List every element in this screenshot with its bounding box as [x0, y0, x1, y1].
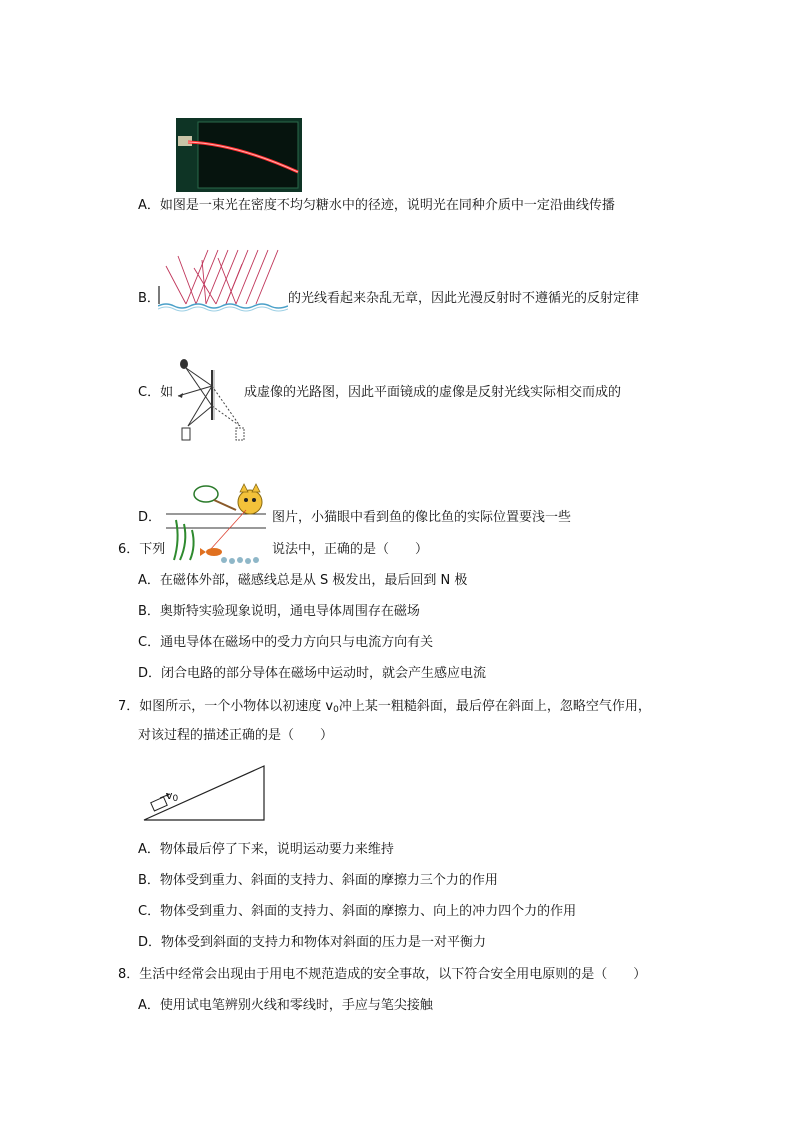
option-text: 图片，小猫眼中看到鱼的像比鱼的实际位置要浅一些 [272, 510, 572, 525]
incline-diagram [142, 764, 268, 824]
q5-option-b-text [288, 290, 639, 308]
q7-figure-label [166, 790, 178, 805]
option-letter: B． [138, 291, 160, 306]
q6-option-d: D．闭合电路的部分导体在磁场中运动时，就会产生感应电流 [138, 666, 487, 681]
q6-stem-after [272, 541, 428, 559]
plane-mirror-diagram [172, 356, 248, 442]
q6-option-c: C．通电导体在磁场中的受力方向只与电流方向有关 [138, 635, 434, 650]
q7-option-b: B．物体受到重力、斜面的支持力、斜面的摩擦力三个力的作用 [138, 873, 498, 888]
q5-option-a [138, 197, 615, 215]
q5-option-c-letter [138, 384, 173, 402]
question-stem: 说法中，正确的是（ ） [272, 542, 429, 557]
q5-option-d-text [272, 509, 571, 527]
q7-option-c: C．物体受到重力、斜面的支持力、斜面的摩擦力、向上的冲力四个力的作用 [138, 904, 577, 919]
q7-stem-line1 [118, 698, 651, 719]
q6-option-b: B．奥斯特实验现象说明，通电导体周围存在磁场 [138, 604, 420, 619]
option-text: 的光线看起来杂乱无章，因此光漫反射时不遵循光的反射定律 [288, 291, 640, 306]
q7-option-a: A．物体最后停了下来，说明运动要力来维持 [138, 842, 394, 857]
cat-catching-fish-picture [166, 480, 272, 564]
q5-option-d-letter [138, 509, 161, 527]
subscript: 0 [333, 705, 339, 715]
velocity-label: v [166, 789, 173, 802]
q6-option-a: A．在磁体外部，磁感线总是从 S 极发出，最后回到 N 极 [138, 573, 468, 588]
option-letter: C． [138, 385, 161, 400]
q5-option-c-text [244, 384, 621, 402]
question-stem: 冲上某一粗糙斜面，最后停在斜面上，忽略空气作用， [338, 699, 651, 714]
question-stem: 7．如图所示，一个小物体以初速度 v [118, 699, 334, 714]
question-stem: 6．下列 [118, 542, 166, 557]
option-text: 如图是一束光在密度不均匀糖水中的径迹，说明光在同种介质中一定沿曲线传播 [159, 198, 615, 213]
q7-option-d: D．物体受到斜面的支持力和物体对斜面的压力是一对平衡力 [138, 935, 487, 950]
option-text: 如 [160, 385, 174, 400]
q5-option-b-letter [138, 290, 160, 308]
q8-stem: 8．生活中经常会出现由于用电不规范造成的安全事故，以下符合安全用电原则的是（ ） [118, 967, 647, 982]
diffuse-reflection-diagram [158, 246, 288, 312]
q6-stem-before [118, 541, 165, 559]
option-letter: A． [138, 198, 160, 213]
light-in-sugar-water-photo [176, 118, 302, 192]
subscript: 0 [172, 794, 179, 804]
option-text: 成虚像的光路图，因此平面镜成的虚像是反射光线实际相交而成的 [244, 385, 622, 400]
option-letter: D． [138, 510, 162, 525]
q7-stem-line2: 对该过程的描述正确的是（ ） [138, 728, 334, 743]
q8-option-a: A．使用试电笔辨别火线和零线时，手应与笔尖接触 [138, 998, 433, 1013]
